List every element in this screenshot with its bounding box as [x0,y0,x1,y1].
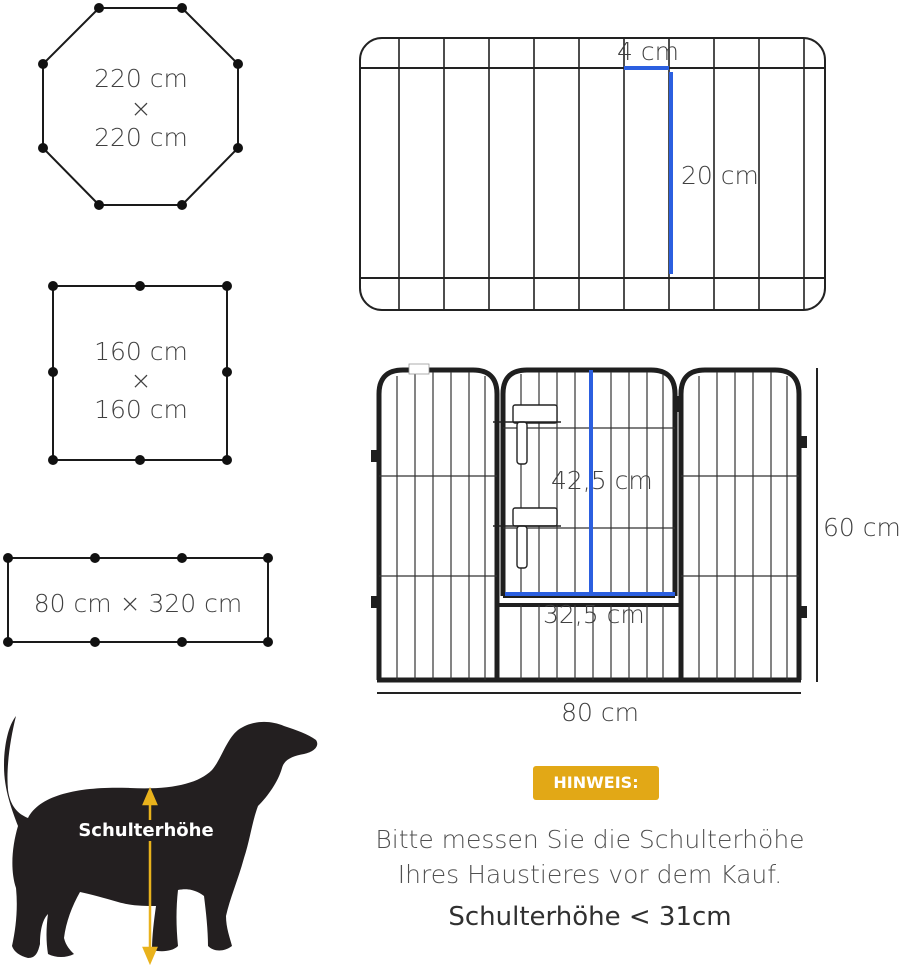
panel-with-door-diagram [365,360,835,700]
octagon-dimension-1: 220 cm [94,64,188,93]
bar-length-label: 20 cm [681,161,759,190]
shoulder-height-label: Schulterhöhe [70,820,222,841]
square-times-sign: × [130,366,152,395]
panel-width-label: 80 cm [561,698,639,727]
octagon-dimension-2: 220 cm [94,123,188,152]
door-height-label: 42,5 cm [551,466,653,495]
note-line-1: Bitte messen Sie die Schulterhöhe [375,825,805,854]
rectangle-dimension: 80 cm × 320 cm [33,589,243,618]
square-dimension-1: 160 cm [94,337,188,366]
note-badge: HINWEIS: [533,766,659,800]
panel-bar-detail-diagram [355,30,835,320]
panel-height-label: 60 cm [823,513,901,542]
gap-width-label: 4 cm [617,37,679,66]
square-dimension-2: 160 cm [94,395,188,424]
note-line-2: Ihres Haustieres vor dem Kauf. [397,860,783,889]
shoulder-height-requirement: Schulterhöhe < 31cm [448,902,732,932]
octagon-times-sign: × [130,94,152,123]
door-width-label: 32,5 cm [543,600,645,629]
